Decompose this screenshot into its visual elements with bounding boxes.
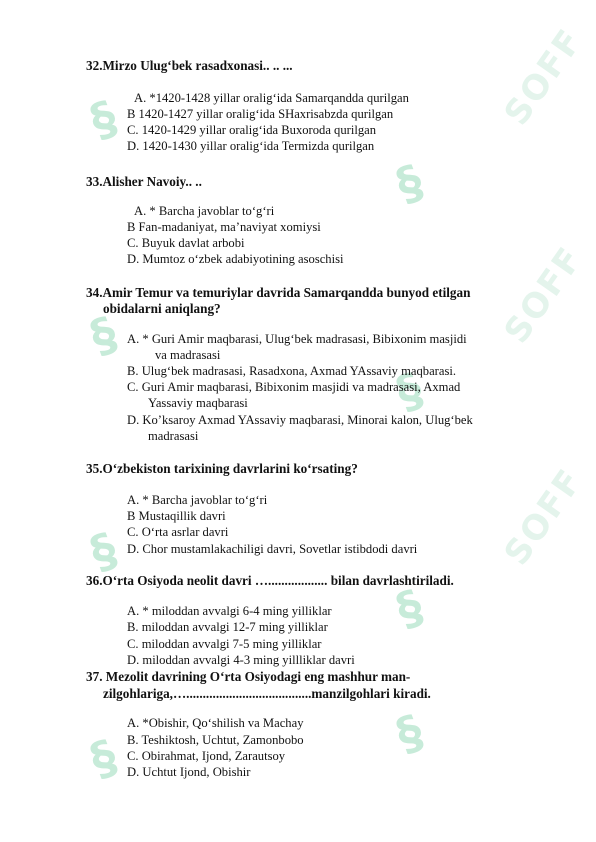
answer-option-continued: Yassaviy maqbarasi <box>148 396 248 410</box>
question-title: 32.Mirzo Ulug‘bek rasadxonasi.. .. ... <box>86 58 293 73</box>
question-title: 33.Alisher Navoiy.. .. <box>86 174 202 189</box>
answer-option: C. Obirahmat, Ijond, Zarautsoy <box>127 749 286 763</box>
watermark-logo: § <box>83 305 124 365</box>
watermark-text: SOFF <box>496 21 592 133</box>
answer-option: A. * miloddan avvalgi 6-4 ming yilliklar <box>127 604 332 618</box>
answer-option: A. * Barcha javoblar to‘g‘ri <box>127 493 268 507</box>
answer-option: D. 1420-1430 yillar oralig‘ida Termizda qurilgan <box>127 139 375 153</box>
answer-option: A. * Barcha javoblar to‘g‘ri <box>134 204 275 218</box>
answer-option: C. Guri Amir maqbarasi, Bibixonim masjidi va madrasasi, Axmad <box>127 380 461 394</box>
answer-option: D. Mumtoz o‘zbek adabiyotining asoschisi <box>127 252 344 266</box>
answer-option: B 1420-1427 yillar oralig‘ida SHaxrisabzda qurilgan <box>127 107 394 121</box>
watermark-text: SOFF <box>496 239 592 351</box>
answer-option: A. * Guri Amir maqbarasi, Ulug‘bek madrasasi, Bibixonim masjidi <box>127 332 467 346</box>
answer-option: B. Teshiktosh, Uchtut, Zamonbobo <box>127 733 304 747</box>
watermark-logo: § <box>389 703 430 763</box>
answer-option: C. O‘rta asrlar davri <box>127 525 229 539</box>
answer-option-continued: madrasasi <box>148 429 199 443</box>
answer-option: B. Ulug‘bek madrasasi, Rasadxona, Axmad YAssaviy maqbarasi. <box>127 364 457 378</box>
answer-option: C. 1420-1429 yillar oralig‘ida Buxoroda qurilgan <box>127 123 377 137</box>
watermark-logo: § <box>83 521 124 581</box>
watermark-logo: § <box>83 728 124 788</box>
question-title: 36.O‘rta Osiyoda neolit davri ….................. bilan davrlashtiriladi. <box>86 573 454 588</box>
answer-option: C. Buyuk davlat arbobi <box>127 236 245 250</box>
answer-option: D. miloddan avvalgi 4-3 ming yillliklar davri <box>127 653 355 667</box>
answer-option: B Fan-madaniyat, ma’naviyat xomiysi <box>127 220 321 234</box>
question-title-continued: zilgohlariga,…......................................manzilgohlari kiradi. <box>103 686 431 701</box>
answer-option: A. *Obishir, Qo‘shilish va Machay <box>127 716 304 730</box>
question-title: 37. Mezolit davrining O‘rta Osiyodagi eng mashhur man- <box>86 669 411 684</box>
watermark-logo: § <box>389 153 430 213</box>
answer-option: D. Uchtut Ijond, Obishir <box>127 765 251 779</box>
question-title-continued: obidalarni aniqlang? <box>103 301 221 316</box>
answer-option: A. *1420-1428 yillar oralig‘ida Samarqandda qurilgan <box>134 91 409 105</box>
watermark-logo: § <box>83 89 124 149</box>
answer-option: B Mustaqillik davri <box>127 509 226 523</box>
watermark-logo: § <box>389 361 430 421</box>
answer-option: C. miloddan avvalgi 7-5 ming yilliklar <box>127 637 322 651</box>
answer-option: D. Chor mustamlakachiligi davri, Sovetlar istibdodi davri <box>127 542 418 556</box>
answer-option: B. miloddan avvalgi 12-7 ming yilliklar <box>127 620 328 634</box>
question-title: 34.Amir Temur va temuriylar davrida Samarqandda bunyod etilgan <box>86 285 471 300</box>
question-title: 35.O‘zbekiston tarixining davrlarini ko‘rsating? <box>86 461 358 476</box>
watermark-logo: § <box>389 578 430 638</box>
answer-option: D. Ko’ksaroy Axmad YAssaviy maqbarasi, Minorai kalon, Ulug‘bek <box>127 413 473 427</box>
answer-option-continued: va madrasasi <box>155 348 221 362</box>
watermark-text: SOFF <box>496 461 592 573</box>
